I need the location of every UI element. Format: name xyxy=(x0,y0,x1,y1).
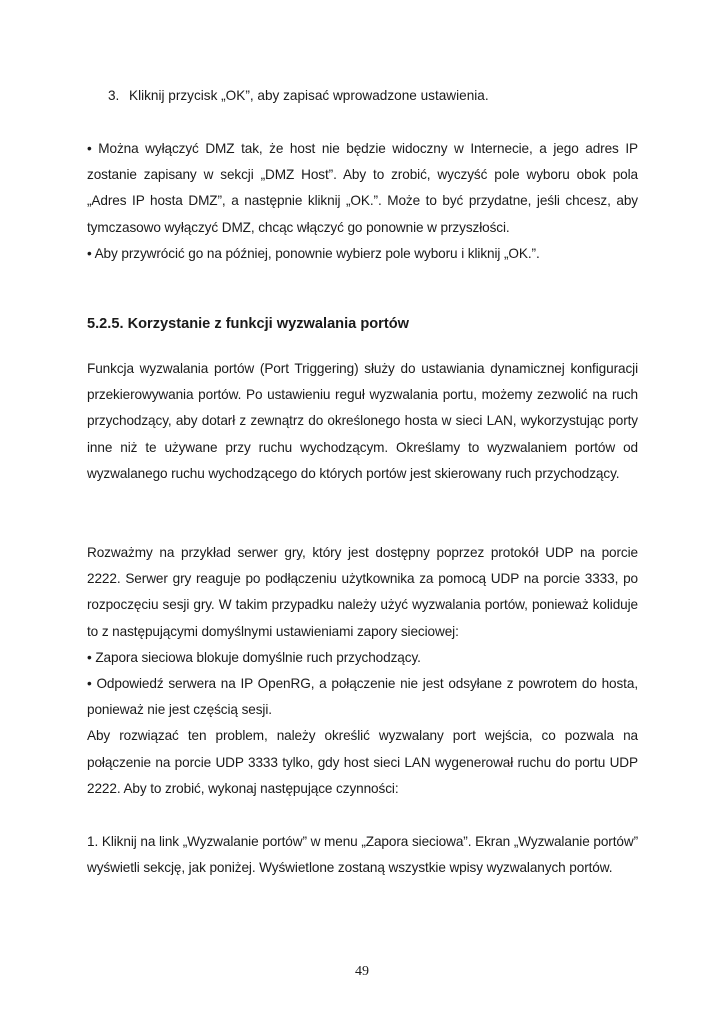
example-bullet-2: • Odpowiedź serwera na IP OpenRG, a połączenie nie jest odsyłane z powrotem do hosta, ponieważ nie jest częścią sesji. xyxy=(87,676,638,718)
step-1: 1. Kliknij na link „Wyzwalanie portów” w menu „Zapora sieciowa”. Ekran „Wyzwalanie portów” wyświetli sekcję, jak poniżej. Wyświetlone zostaną wszystkie wpisy wyzwalanych portów. xyxy=(87,834,638,876)
dmz-bullet-2: • Aby przywrócić go na później, ponownie wybierz pole wyboru i kliknij „OK.”. xyxy=(87,245,540,261)
step-3 xyxy=(108,83,489,109)
step-3-text: Kliknij przycisk „OK”, aby zapisać wprowadzone ustawienia. xyxy=(129,88,489,103)
page-number: 49 xyxy=(355,964,369,979)
step-3-number: 3. xyxy=(108,88,120,103)
example-solution: Aby rozwiązać ten problem, należy określić wyzwalany port wejścia, co pozwala na połączenie na porcie UDP 3333 tylko, gdy host sieci LAN wygenerował ruchu do portu UDP 2222. Aby to zrobić, wykonaj następujące czynności: xyxy=(87,728,638,796)
dmz-bullet-1: • Można wyłączyć DMZ tak, że host nie będzie widoczny w Internecie, a jego adres IP zostanie zapisany w sekcji „DMZ Host”. Aby to zrobić, wyczyść pole wyboru obok pola „Adres IP hosta DMZ”, a następnie kliknij „OK.”. Może to być przydatne, jeśli chcesz, aby tymczasowo wyłączyć DMZ, chcąc włączyć go ponownie w przyszłości. xyxy=(87,141,638,235)
paragraph-port-triggering: Funkcja wyzwalania portów (Port Triggering) służy do ustawiania dynamicznej konfiguracji przekierowywania portów. Po ustawieniu reguł wyzwalania portu, możemy zezwolić na ruch przychodzący, aby dotarł z zewnątrz do określonego hosta w sieci LAN, wykorzystując porty inne niż te używane przy ruchu wychodzącym. Określamy to wyzwalaniem portów od wyzwalanego ruchu wychodzącego do których portów jest skierowany ruch przychodzący. xyxy=(87,361,638,481)
dmz-notes xyxy=(87,136,638,267)
paragraph-example xyxy=(87,540,638,802)
example-intro: Rozważmy na przykład serwer gry, który jest dostępny poprzez protokół UDP na porcie 2222. Serwer gry reaguje po podłączeniu użytkownika za pomocą UDP na porcie 3333, po rozpoczęciu sesji gry. W takim przypadku należy użyć wyzwalania portów, ponieważ koliduje to z następującymi domyślnymi ustawieniami zapory sieciowej: xyxy=(87,545,638,639)
section-heading: 5.2.5. Korzystanie z funkcji wyzwalania portów xyxy=(87,316,409,332)
example-bullet-1: • Zapora sieciowa blokuje domyślnie ruch przychodzący. xyxy=(87,649,421,665)
